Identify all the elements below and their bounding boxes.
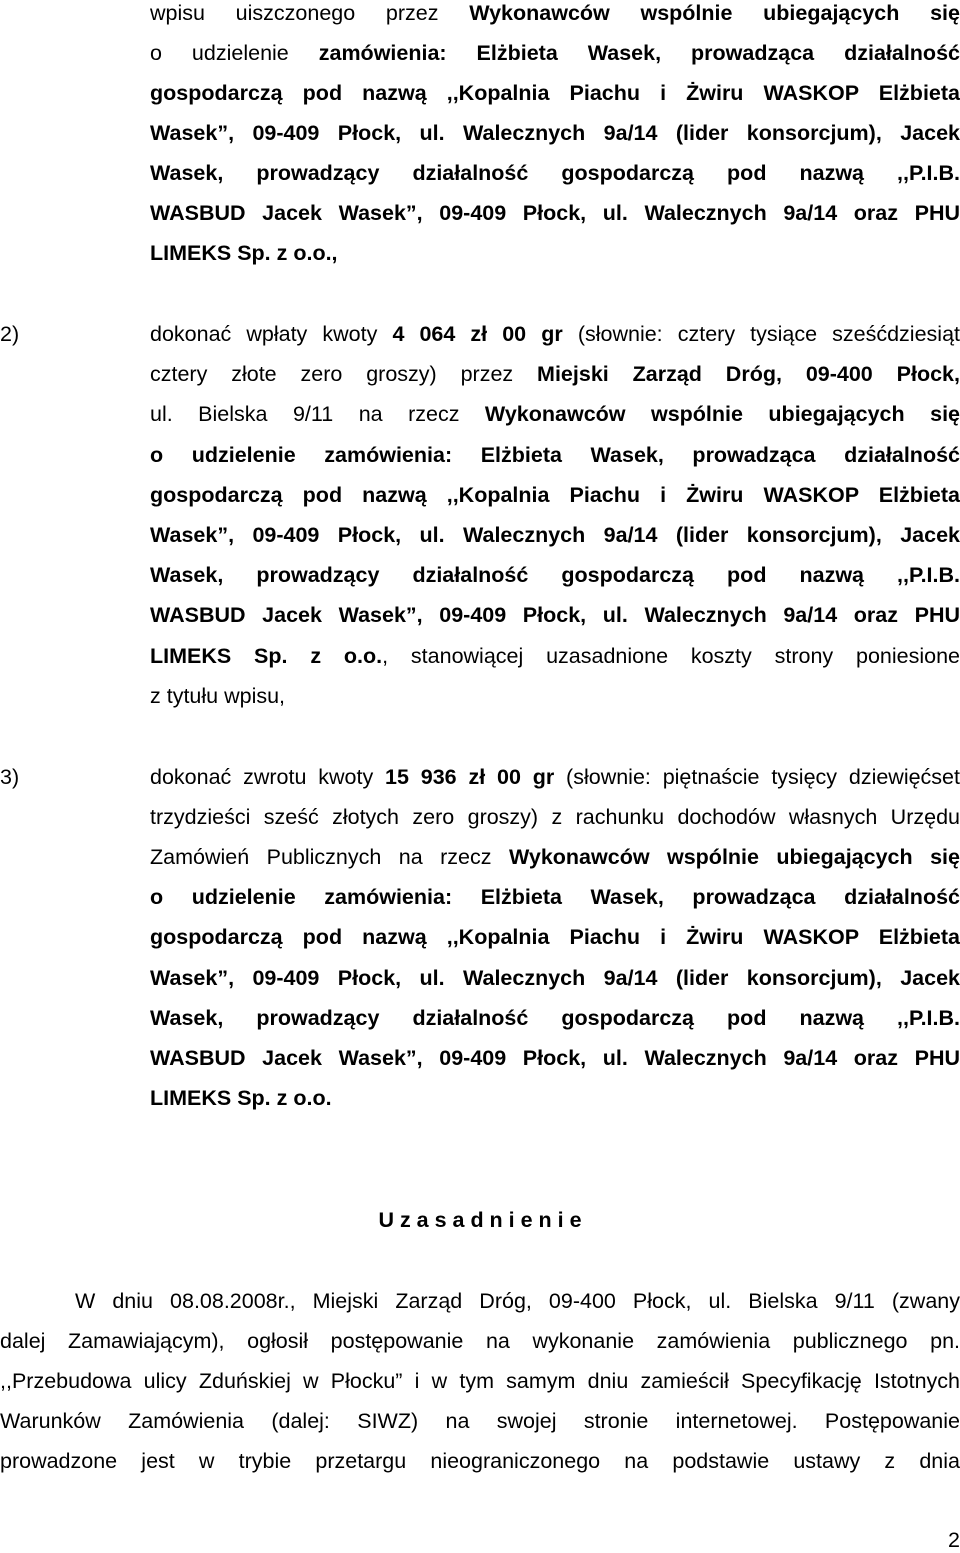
section1-line: [150, 240, 960, 266]
text-run: Wasek”, 09-409 Płock, ul. Walecznych 9a/14 (lider konsorcjum), Jacek: [150, 965, 960, 990]
text-run: LIMEKS Sp. z o.o.: [150, 643, 383, 668]
text-run: (słownie: piętnaście tysięcy dziewięćset: [554, 765, 960, 789]
text-run: gospodarczą pod nazwą ,,Kopalnia Piachu i Żwiru WASKOP Elżbieta: [150, 81, 960, 105]
section3-line: [150, 764, 960, 790]
section3-line: [150, 844, 960, 870]
section2-line: [150, 522, 960, 548]
text-run: Wasek”, 09-409 Płock, ul. Walecznych 9a/14 (lider konsorcjum), Jacek: [150, 523, 960, 547]
section2-line: [150, 361, 960, 387]
justification-line: Warunków Zamówienia (dalej: SIWZ) na swojej stronie internetowej. Postępowanie: [0, 1409, 960, 1433]
section3-line: [150, 965, 960, 991]
section3-line: [150, 1085, 960, 1111]
text-run: Wasek”, 09-409 Płock, ul. Walecznych 9a/14 (lider konsorcjum), Jacek: [150, 121, 960, 145]
section3-line: [150, 804, 960, 830]
text-run: gospodarczą pod nazwą ,,Kopalnia Piachu i Żwiru WASKOP Elżbieta: [150, 925, 960, 950]
text-run: WASBUD Jacek Wasek”, 09-409 Płock, ul. Walecznych 9a/14 oraz PHU: [150, 1045, 960, 1070]
justification-line: dalej Zamawiającym), ogłosił postępowanie na wykonanie zamówienia publicznego pn.: [0, 1329, 960, 1353]
text-run: z tytułu wpisu,: [150, 683, 286, 708]
section2-line: [150, 643, 960, 669]
text-run: o udzielenie zamówienia: Elżbieta Wasek, prowadząca działalność: [150, 442, 960, 467]
section2-line: [150, 562, 960, 588]
page-number: 2: [948, 1528, 960, 1552]
text-run: trzydzieści sześć złotych zero groszy) z rachunku dochodów własnych Urzędu: [150, 805, 960, 830]
text-run: Wasek, prowadzący działalność gospodarczą pod nazwą ,,P.I.B.: [150, 161, 960, 185]
section1-line: [150, 200, 960, 226]
section-heading: U z a s a d n i e n i e: [378, 1208, 582, 1232]
text-run: ul. Bielska 9/11: [150, 402, 334, 427]
text-run: WASBUD Jacek Wasek”, 09-409 Płock, ul. Walecznych 9a/14 oraz PHU: [150, 603, 960, 628]
text-run: wpisu uiszczonego przez: [150, 1, 470, 25]
text-run: Zamówień Publicznych na rzecz: [150, 845, 509, 870]
text-run: Wasek, prowadzący działalność gospodarczą pod nazwą ,,P.I.B.: [150, 1005, 960, 1030]
section1-line: [150, 160, 960, 186]
section1-line: [150, 120, 960, 146]
section2-line: [150, 401, 960, 427]
section3-line: [150, 884, 960, 910]
section3-line: [150, 924, 960, 950]
text-run: zamówienia: Elżbieta Wasek, prowadząca działalność: [318, 41, 960, 65]
section3-line: [150, 1005, 960, 1031]
text-run: o udzielenie: [150, 41, 319, 65]
text-run: LIMEKS Sp. z o.o.,: [150, 241, 338, 265]
section2-line: [150, 683, 960, 709]
text-run: Miejski Zarząd Dróg, 09-400 Płock,: [537, 362, 960, 387]
text-run: dokonać wpłaty kwoty: [150, 322, 393, 346]
text-run: Wykonawców wspólnie ubiegających się: [469, 1, 960, 25]
text-run: Wykonawców wspólnie ubiegających się: [484, 402, 960, 427]
section2-line: [150, 442, 960, 468]
text-run: LIMEKS Sp. z o.o.: [150, 1085, 332, 1110]
text-run: o udzielenie zamówienia: Elżbieta Wasek, prowadząca działalność: [150, 885, 960, 910]
section1-line: [150, 0, 960, 26]
text-run: dokonać zwrotu kwoty: [150, 765, 386, 789]
text-run: 4 064 zł 00 gr: [392, 322, 563, 346]
section2-line: [150, 321, 960, 347]
text-run: gospodarczą pod nazwą ,,Kopalnia Piachu i Żwiru WASKOP Elżbieta: [150, 482, 960, 507]
section2-number: 2): [0, 322, 20, 346]
section3-number: 3): [0, 765, 20, 789]
text-run: Wykonawców wspólnie ubiegających się: [508, 845, 960, 870]
section1-line: [150, 80, 960, 106]
text-run: cztery złote zero groszy) przez: [150, 362, 538, 387]
section2-line: [150, 482, 960, 508]
text-run: Wasek, prowadzący działalność gospodarczą pod nazwą ,,P.I.B.: [150, 563, 960, 588]
justification-line: prowadzone jest w trybie przetargu nieograniczonego na podstawie ustawy z dnia: [0, 1449, 960, 1473]
section1-line: [150, 40, 960, 66]
text-run: WASBUD Jacek Wasek”, 09-409 Płock, ul. Walecznych 9a/14 oraz PHU: [150, 201, 960, 225]
section2-line: [150, 602, 960, 628]
justification-line: ,,Przebudowa ulicy Zduńskiej w Płocku” i w tym samym dniu zamieścił Specyfikację Istotnych: [0, 1369, 960, 1393]
section3-line: [150, 1045, 960, 1071]
text-run: (słownie: cztery tysiące sześćdziesiąt: [562, 322, 960, 346]
text-run: , stanowiącej uzasadnione koszty strony poniesione: [382, 643, 960, 668]
text-run: na rzecz: [333, 402, 485, 427]
justification-line: W dniu 08.08.2008r., Miejski Zarząd Dróg, 09-400 Płock, ul. Bielska 9/11 (zwany: [75, 1289, 960, 1313]
text-run: 15 936 zł 00 gr: [385, 765, 555, 789]
